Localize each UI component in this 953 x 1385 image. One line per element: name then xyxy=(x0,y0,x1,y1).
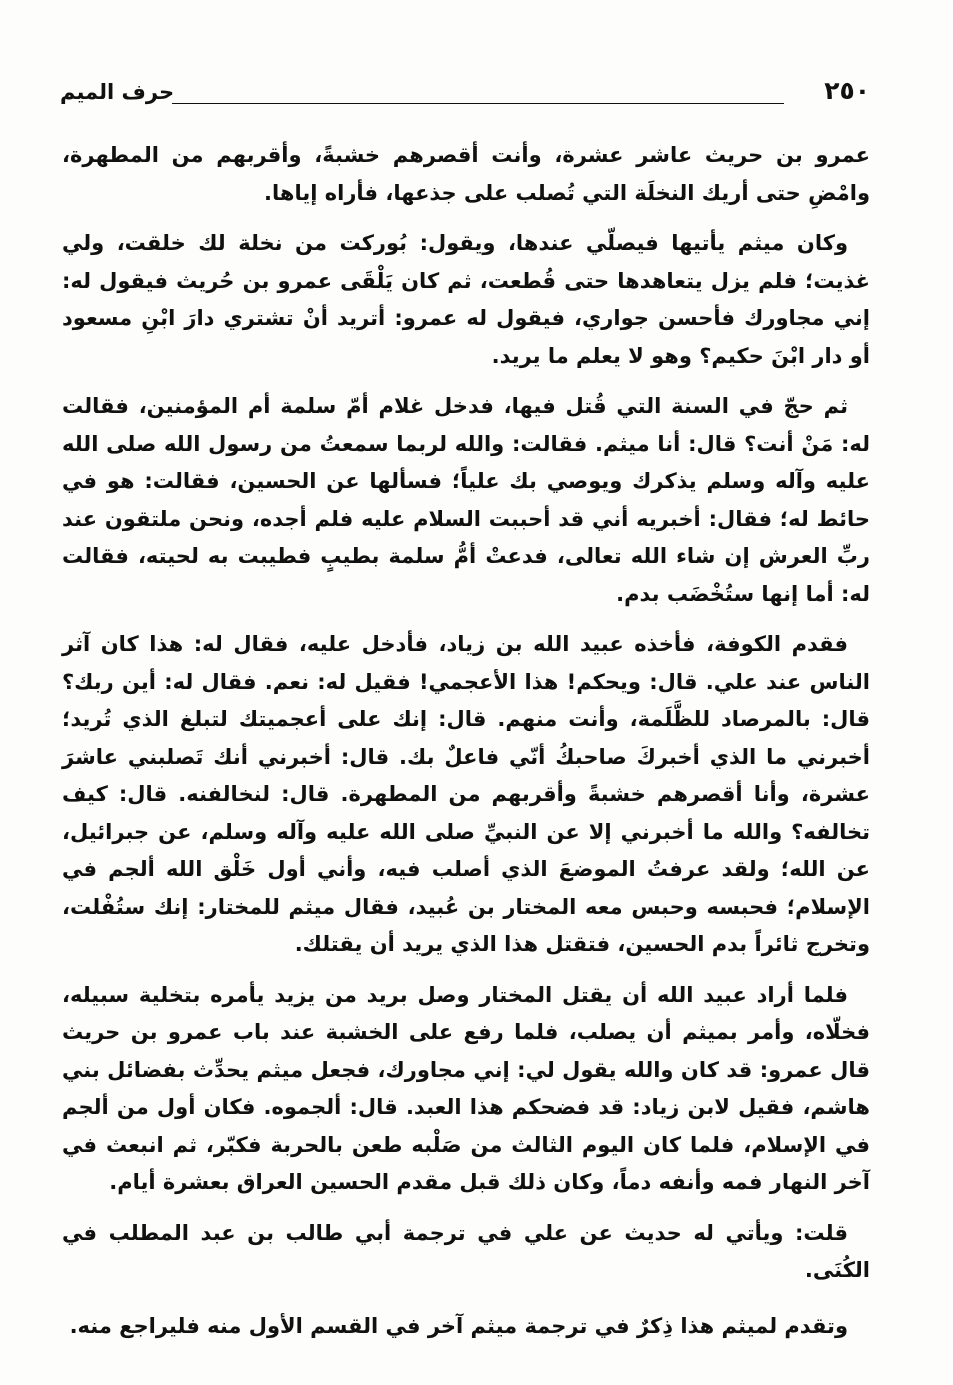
page-header xyxy=(60,76,870,116)
page-number: ٢٥٠ xyxy=(824,76,870,105)
page-body xyxy=(62,137,870,1363)
note-paragraph: وتقدم لميثم هذا ذِكرٌ في ترجمة ميثم آخر في القسم الأول منه فليراجع منه. xyxy=(69,1313,848,1338)
header-rule xyxy=(172,103,784,104)
chapter-title: حرف الميم xyxy=(60,80,175,104)
paragraph: فقدم الكوفة، فأخذه عبيد الله بن زياد، فأدخل عليه، فقال له: هذا كان آثر الناس عند علي. قال: ويحكم! هذا الأعجمي! فقيل له: نعم. فقال له: أين ربك؟ قال: بالمرصاد للظَّلَمة، وأنت منهم. قال: إنك على أعجميتك لتبلغ الذي تُريد؛ أخبرني ما الذي أخبركَ صاحبكُ أنّي فاعلٌ بك. قال: أخبرني أنك تَصلبني عاشرَ عشرة، وأنا أقصرهم خشبةً وأقربهم من المطهرة. قال: لنخالفنه. قال: كيف تخالفه؟ والله ما أخبرني إلا عن النبيِّ صلى الله عليه وآله وسلم، عن جبرائيل، عن الله؛ ولقد عرفتُ الموضعَ الذي أصلب فيه، وأني أول خَلْق الله ألجم في الإسلام؛ فحبسه وحبس معه المختار بن عُبيد، فقال ميثم للمختار: إنك ستُفْلت، وتخرج ثائراً بدم الحسين، فتقتل هذا الذي يريد أن يقتلك. xyxy=(62,632,870,956)
paragraph: عمرو بن حريث عاشر عشرة، وأنت أقصرهم خشبةً، وأقربهم من المطهرة، وامْضِ حتى أريك النخلَة التي تُصلب على جذعها، فأراه إياها. xyxy=(62,143,870,205)
note-paragraph: قلت: ويأتي له حديث عن علي في ترجمة أبي طالب بن عبد المطلب في الكُنَى. xyxy=(62,1220,870,1282)
paragraph: ثم حجّ في السنة التي قُتل فيها، فدخل غلام أمّ سلمة أم المؤمنين، فقالت له: مَنْ أنت؟ قال: أنا ميثم. فقالت: والله لربما سمعتُ من رسول الله صلى الله عليه وآله وسلم يذكرك ويوصي بك علياً؛ فسألها عن الحسين، فقالت: هو في حائط له؛ فقال: أخبريه أني قد أحببت السلام عليه فلم أجده، ونحن ملتقون عند ربِّ العرش إن شاء الله تعالى، فدعتْ أمُّ سلمة بطيبٍ فطيبت به لحيته، فقالت له: أما إنها ستُخْضَب بدم. xyxy=(62,394,870,606)
paragraph: فلما أراد عبيد الله أن يقتل المختار وصل بريد من يزيد يأمره بتخلية سبيله، فخلّاه، وأمر بميثم أن يصلب، فلما رفع على الخشبة عند باب عمرو بن حريث قال عمرو: قد كان والله يقول لي: إني مجاورك، فجعل ميثم يحدِّث بفضائل بني هاشم، فقيل لابن زياد: قد فضحكم هذا العبد. قال: ألجموه. فكان أول من ألجم في الإسلام، فلما كان اليوم الثالث من صَلْبه طعن بالحربة فكبّر، ثم انبعث في آخر النهار فمه وأنفه دماً، وكان ذلك قبل مقدم الحسين العراق بعشرة أيام. xyxy=(62,982,870,1194)
paragraph: وكان ميثم يأتيها فيصلّي عندها، ويقول: بُوركت من نخلة لك خلقت، ولي غذيت؛ فلم يزل يتعاهدها حتى قُطعت، ثم كان يَلْقَى عمرو بن حُريث فيقول له: إني مجاورك فأحسن جواري، فيقول له عمرو: أتريد أنْ تشتري دارَ ابْنِ مسعود أو دار ابْنَ حكيم؟ وهو لا يعلم ما يريد. xyxy=(62,231,870,368)
